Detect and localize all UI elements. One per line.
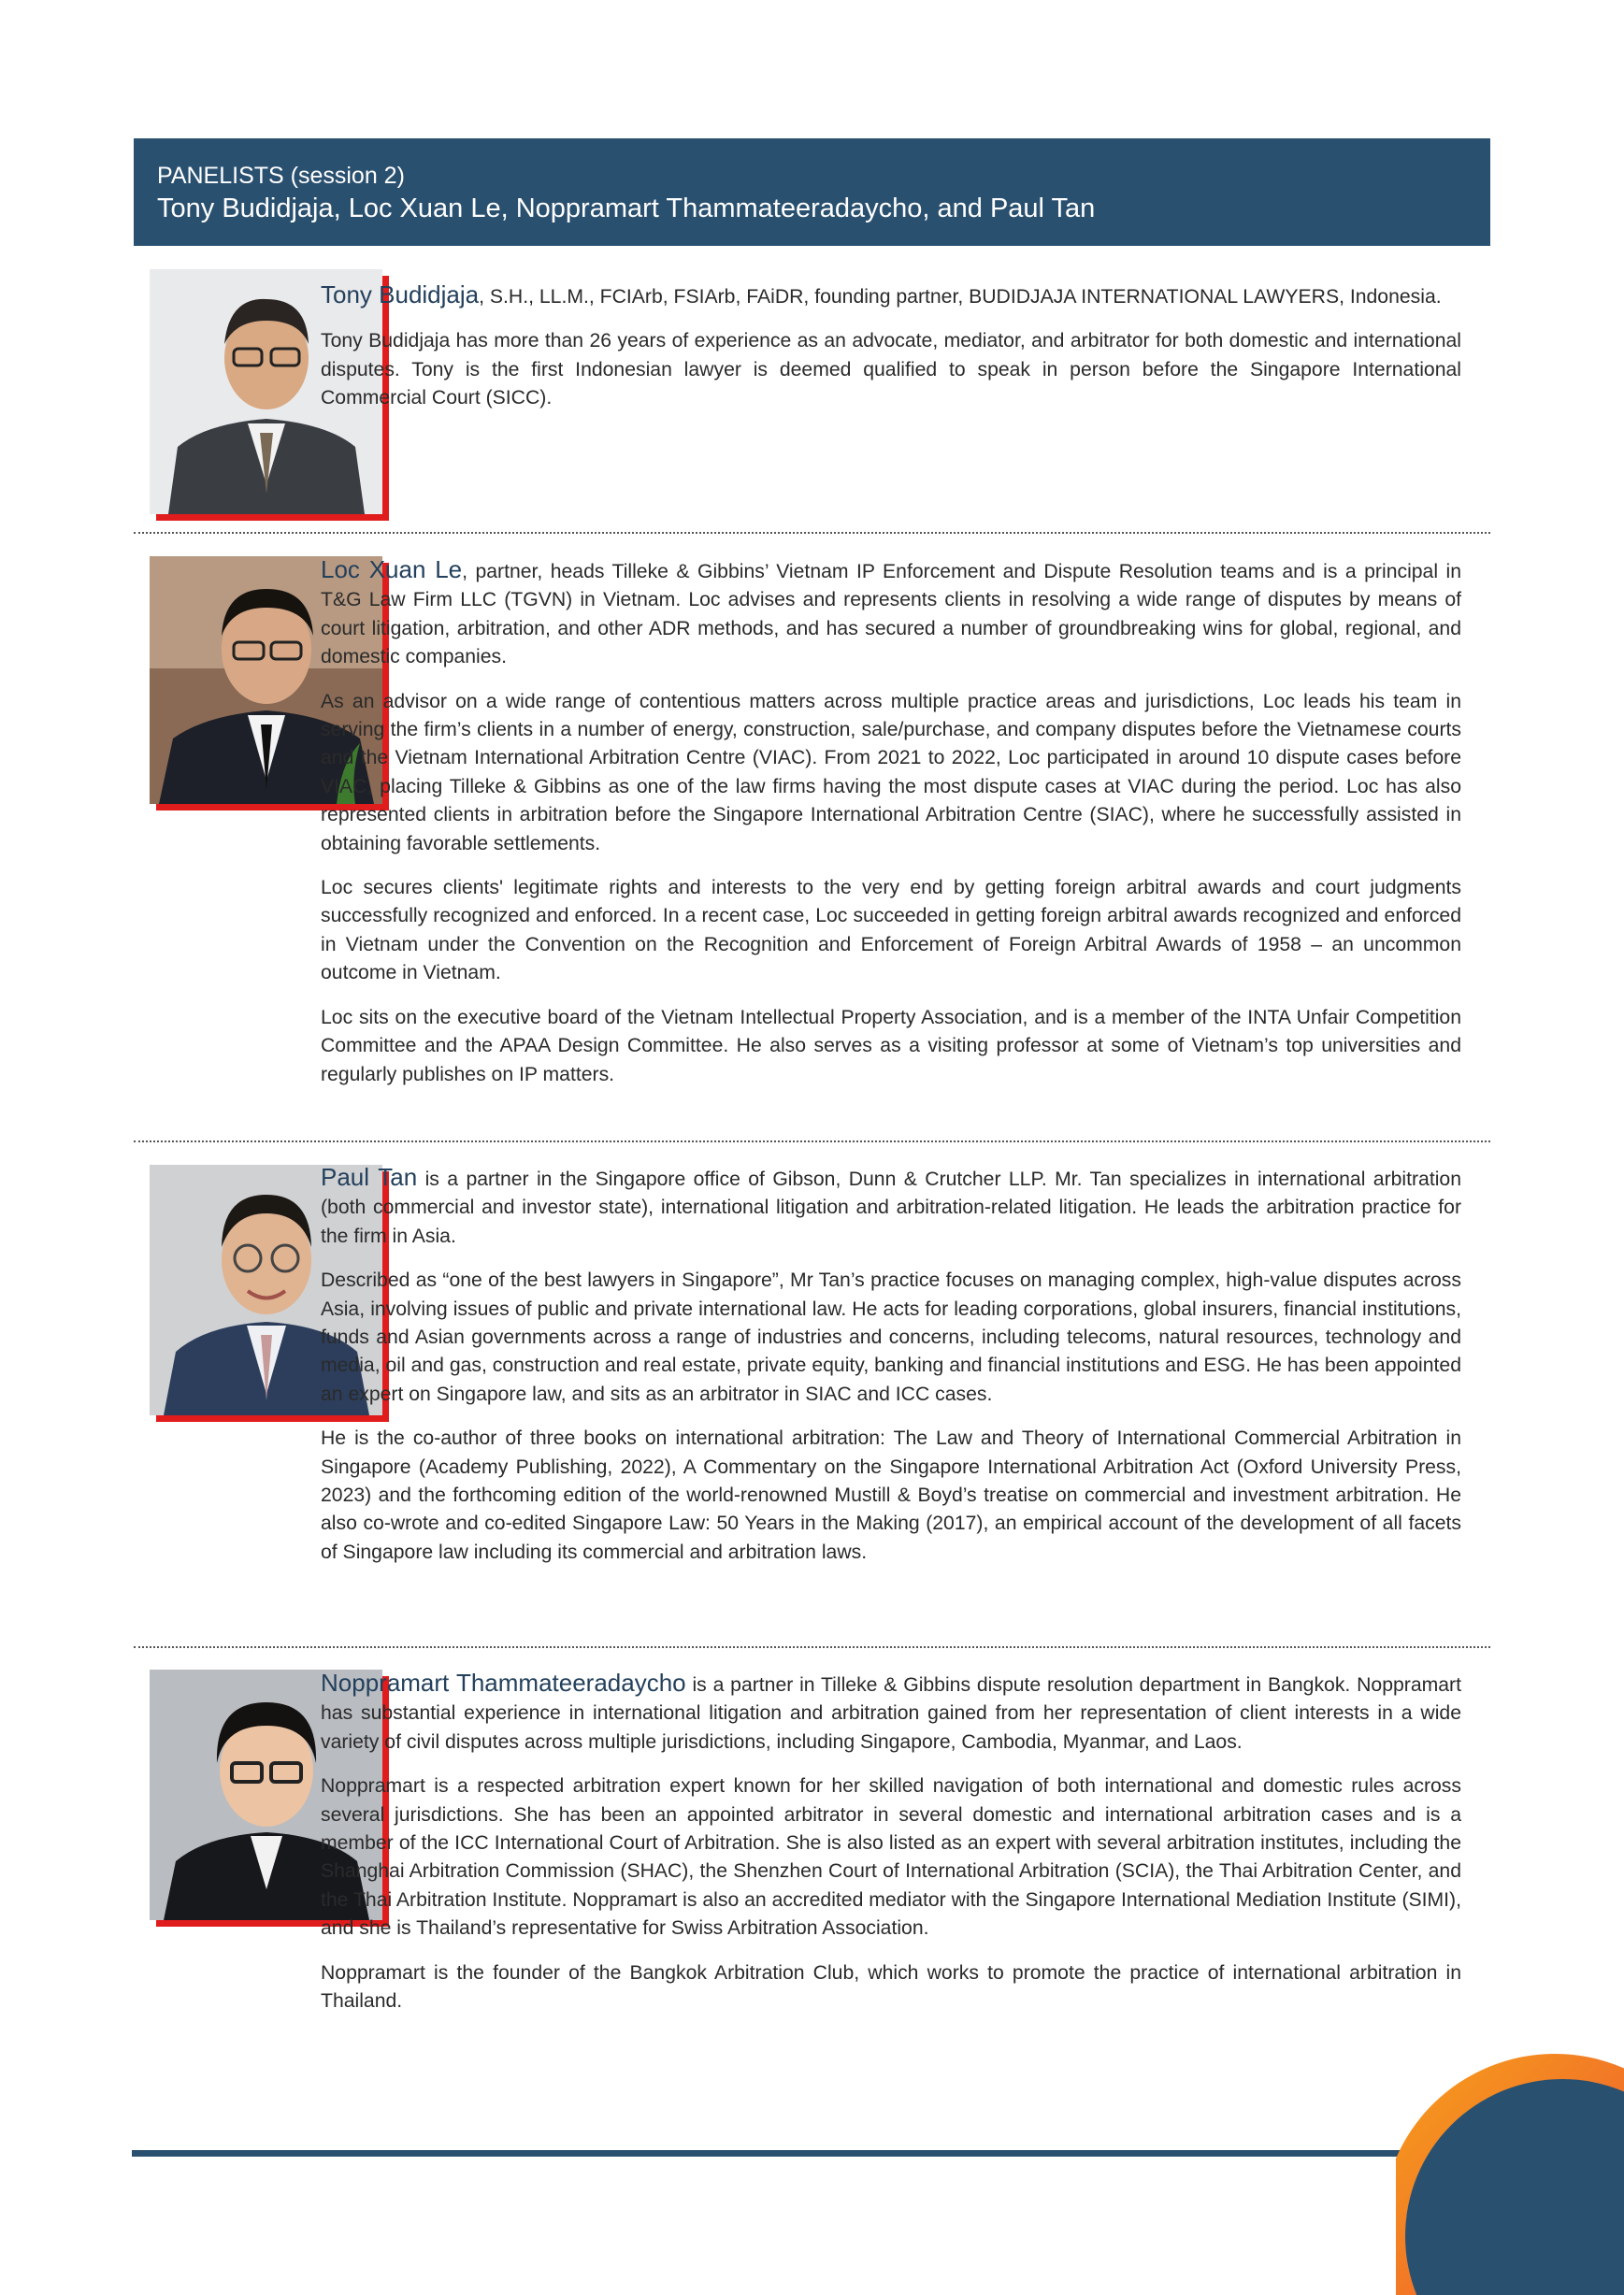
person-name: Paul Tan bbox=[321, 1163, 418, 1191]
bio-paragraph: Noppramart is the founder of the Bangkok Arbitration Club, which works to promote the practice of international arbitration in Thailand. bbox=[321, 1961, 1461, 2013]
section-divider bbox=[134, 1646, 1490, 1648]
bio-paul-tan bbox=[321, 1163, 1461, 1583]
bio-paragraph: He is the co-author of three books on international arbitration: The Law and Theory of International Commercial Arbitration in Singapore (Academy Publishing, 2022), A Commentary on the Singapore International Arbitration Act (Oxford University Press, 2023) and the forthcoming edition of the world-renowned Mustill & Boyd’s treatise on commercial and investment arbitration. He also co-wrote and co-edited Singapore Law: 50 Years in the Making (2017), an empirical account of the development of all facets of Singapore law including its commercial and arbitration laws. bbox=[321, 1427, 1461, 1563]
footer-rule bbox=[132, 2150, 1413, 2157]
person-name: Tony Budidjaja bbox=[321, 280, 480, 308]
section-divider bbox=[134, 1140, 1490, 1142]
bio-loc-xuan-le bbox=[321, 555, 1461, 1105]
decorative-circle-graphic bbox=[1396, 2054, 1624, 2295]
bio-paragraph: Loc secures clients' legitimate rights and interests to the very end by getting foreign arbitral awards and court judgments successfully recognized and enforced. In a recent case, Loc succeeded in getting foreign arbitral awards recognized and enforced in Vietnam under the Convention on the Recognition and Enforcement of Foreign Arbitral Awards of 1958 – an uncommon outcome in Vietnam. bbox=[321, 877, 1461, 984]
header-session-label: PANELISTS (session 2) bbox=[157, 163, 405, 189]
person-name: Noppramart Thammateeradaycho bbox=[321, 1669, 686, 1697]
person-title: , partner, heads Tilleke & Gibbins’ Vietnam IP Enforcement and Dispute Resolution teams and is a principal in T&G Law Firm LLC (TGVN) in Vietnam. Loc advises and represents clients in resolving a wide range of disputes by means of court litigation, arbitration, and other ADR methods, and has secured a number of groundbreaking wins for global, regional, and domestic companies. bbox=[321, 561, 1461, 668]
person-name: Loc Xuan Le bbox=[321, 555, 463, 583]
person-title: is a partner in the Singapore office of Gibson, Dunn & Crutcher LLP. Mr. Tan specializes in international arbitration (both commercial and investor state), international litigation and arbitration-related litigation. He leads the arbitration practice for the firm in Asia. bbox=[321, 1169, 1461, 1247]
bio-paragraph: Noppramart is a respected arbitration expert known for her skilled navigation of both international and domestic rules across several jurisdictions. She has been an appointed arbitrator in several domestic and international arbitration cases and is a member of the ICC International Court of Arbitration. She is also listed as an expert with several arbitration institutes, including the Shanghai Arbitration Commission (SHAC), the Shenzhen Court of International Arbitration (SCIA), the Thai Arbitration Center, and the Thai Arbitration Institute. Noppramart is also an accredited mediator with the Singapore International Mediation Institute (SIMI), and she is Thailand’s representative for Swiss Arbitration Association. bbox=[321, 1775, 1461, 1940]
corner-decoration bbox=[1396, 2054, 1624, 2295]
header-panelists-names: Tony Budidjaja, Loc Xuan Le, Noppramart Thammateeradaycho, and Paul Tan bbox=[157, 194, 1096, 223]
bio-noppramart-thammateeradaycho bbox=[321, 1669, 1461, 2031]
bio-paragraph: Tony Budidjaja has more than 26 years of experience as an advocate, mediator, and arbitrator for both domestic and international disputes. Tony is the first Indonesian lawyer is deemed qualified to speak in person before the Singapore International Commercial Court (SICC). bbox=[321, 330, 1461, 409]
section-divider bbox=[134, 532, 1490, 534]
section-header bbox=[134, 138, 1490, 246]
bio-paragraph: As an advisor on a wide range of contentious matters across multiple practice areas and jurisdictions, Loc leads his team in serving the firm’s clients in a number of energy, construction, sale/purchase, and company disputes before the Vietnamese courts and the Vietnam International Arbitration Centre (VIAC). From 2021 to 2022, Loc participated in around 10 dispute cases before VIAC, placing Tilleke & Gibbins as one of the law firms having the most dispute cases at VIAC during the period. Loc has also represented clients in arbitration before the Singapore International Arbitration Centre (SIAC), where he successfully assisted in obtaining favorable settlements. bbox=[321, 690, 1461, 854]
bio-tony-budidjaja bbox=[321, 280, 1461, 429]
bio-paragraph: Loc sits on the executive board of the Vietnam Intellectual Property Association, and is a member of the INTA Unfair Competition Committee and the APAA Design Committee. He also serves as a visiting professor at some of Vietnam’s top universities and regularly publishes on IP matters. bbox=[321, 1006, 1461, 1085]
person-title: , S.H., LL.M., FCIArb, FSIArb, FAiDR, founding partner, BUDIDJAJA INTERNATIONAL LAWYERS, Indonesia. bbox=[479, 286, 1442, 308]
person-title: is a partner in Tilleke & Gibbins dispute resolution department in Bangkok. Noppramart has substantial experience in international litigation and arbitration gained from her representation of client interests in a wide variety of civil disputes across multiple jurisdictions, including Singapore, Cambodia, Myanmar, and Laos. bbox=[321, 1674, 1461, 1753]
bio-paragraph: Described as “one of the best lawyers in Singapore”, Mr Tan’s practice focuses on managing complex, high-value disputes across Asia, involving issues of public and private international law. He acts for leading corporations, global insurers, financial institutions, funds and Asian governments across a range of industries and concerns, including telecoms, natural resources, technology and media, oil and gas, construction and real estate, private equity, banking and financial institutions and ESG. He has been appointed an expert on Singapore law, and sits as an arbitrator in SIAC and ICC cases. bbox=[321, 1269, 1461, 1405]
